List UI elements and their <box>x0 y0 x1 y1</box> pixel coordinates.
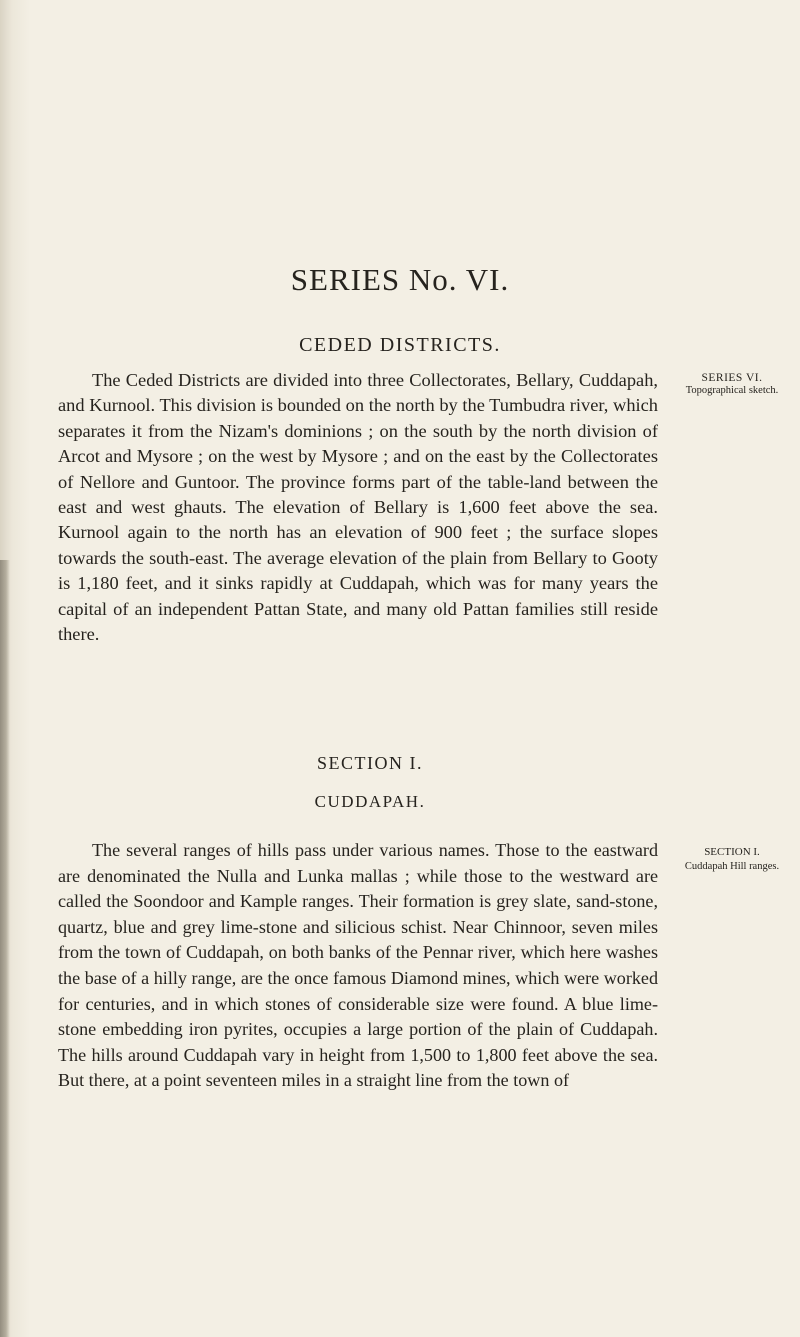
intro-paragraph-text: The Ceded Districts are divided into three Collectorates, Bellary, Cuddapah, and Kurnool. This division is bounded on the north by the Tumbudra river, which separates it from the Nizam's dominions ; on the south by the north division of Arcot and Mysore ; on the west by Mysore ; and on the east by the Collectorates of Nellore and Guntoor. The province forms part of the table-land between the east and west ghauts. The elevation of Bellary is 1,600 feet above the sea. Kurnool again to the north has an elevation of 900 feet ; the surface slopes towards the south-east. The average elevation of the plain from Bellary to Gooty is 1,180 feet, and it sinks rapidly at Cuddapah, which was for many years the capital of an independent Pattan State, and many old Pattan families still reside there. <box>58 370 658 645</box>
series-title: SERIES No. VI. <box>290 262 510 297</box>
part-title: CEDED DISTRICTS. <box>299 334 501 356</box>
margin-note-hill-ranges: Cuddapah Hill ranges. <box>684 861 780 872</box>
section-paragraph <box>58 838 658 1094</box>
intro-paragraph <box>58 368 658 647</box>
margin-note-series: SERIES VI. <box>701 372 763 384</box>
section-paragraph-text: The several ranges of hills pass under various names. Those to the eastward are denominated the Nulla and Lunka mallas ; while those to the westward are called the Soondoor and Kample ranges. Their formation is grey slate, sand-stone, quartz, blue and grey lime-stone and silicious schist. Near Chinnoor, seven miles from the town of Cuddapah, on both banks of the Pennar river, which here washes the base of a hilly range, are the once famous Diamond mines, which were worked for centuries, and in which stones of considerable size were found. A blue lime-stone embedding iron pyrites, occupies a large portion of the plain of Cuddapah. The hills around Cuddapah vary in height from 1,500 to 1,800 feet above the sea. But there, at a point seventeen miles in a straight line from the town of <box>58 840 658 1091</box>
section-title: SECTION I. <box>317 753 423 773</box>
margin-note-section: SECTION I. <box>704 846 760 858</box>
margin-note-topographical: Topographical sketch. <box>685 385 779 396</box>
section-subtitle: CUDDAPAH. <box>314 792 426 811</box>
page-gutter-shadow <box>0 560 10 1337</box>
